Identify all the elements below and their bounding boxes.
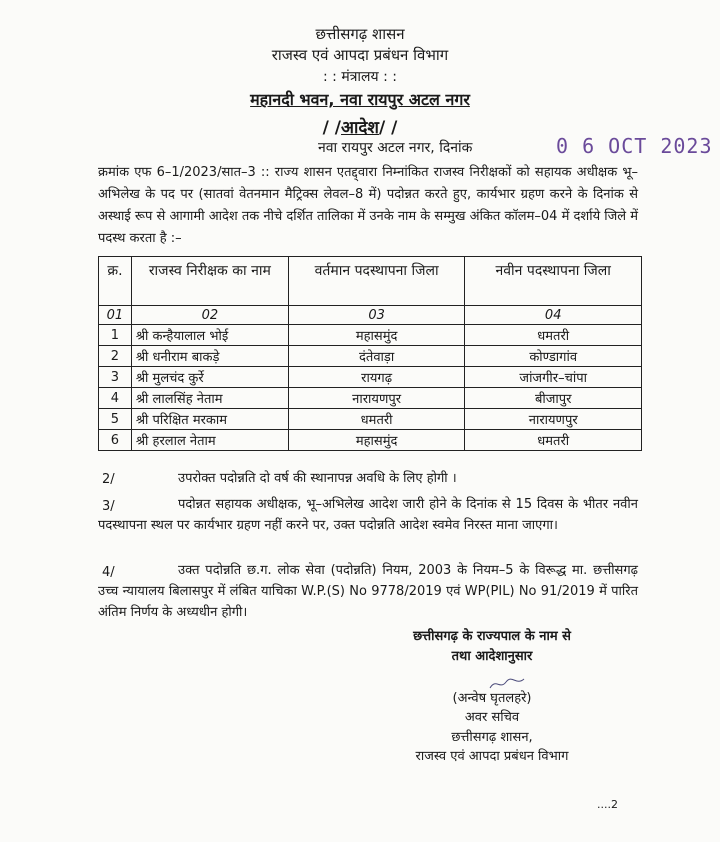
order-paragraph-1: क्रमांक एफ 6–1/2023/सात–3 :: राज्य शासन एतद्द्वारा निम्नांकित राजस्व निरीक्षकों को सहायक अधीक्षक भू–अभिलेख के पद पर (सातवां वेतनमान मैट्रिक्स लेवल–8 में) पदोन्नत करते हुए, कार्यभार ग्रहण करने के दिनांक से अस्थाई रूप से आगामी आदेश तक नीचे दर्शित तालिका में उनके नाम के सम्मुख अंकित कॉलम–04 में दर्शाये जिले में पदस्थ करता है :– bbox=[98, 165, 639, 246]
signatory-department: राजस्व एवं आपदा प्रबंधन विभाग bbox=[415, 749, 569, 764]
col-num: 04 bbox=[465, 306, 642, 325]
header-sn: क्र. bbox=[99, 257, 132, 306]
col-num: 02 bbox=[131, 306, 288, 325]
row-sn: 5 bbox=[99, 409, 132, 430]
department-name: राजस्व एवं आपदा प्रबंधन विभाग bbox=[271, 46, 449, 64]
row-name: श्री कन्हैयालाल भोई bbox=[131, 325, 288, 346]
column-number-row bbox=[99, 306, 642, 325]
row-new-district: धमतरी bbox=[465, 325, 642, 346]
row-name: श्री धनीराम बाकड़े bbox=[131, 346, 288, 367]
table-row bbox=[99, 430, 642, 451]
row-current-district: नारायणपुर bbox=[288, 388, 465, 409]
office-address bbox=[0, 88, 720, 110]
date-stamp: 0 6 OCT 2023 bbox=[556, 134, 713, 158]
table-row bbox=[99, 367, 642, 388]
office-address-text: महानदी भवन, नवा रायपुर अटल नगर bbox=[250, 90, 470, 109]
row-sn: 6 bbox=[99, 430, 132, 451]
table-header-row bbox=[99, 257, 642, 306]
row-current-district: महासमुंद bbox=[288, 325, 465, 346]
point-number: 3/ bbox=[102, 499, 115, 514]
row-name: श्री परिक्षित मरकाम bbox=[131, 409, 288, 430]
signatory-office: छत्तीसगढ़ शासन, bbox=[451, 730, 533, 745]
order-title-suffix: / / bbox=[378, 118, 398, 138]
header-name: राजस्व निरीक्षक का नाम bbox=[131, 257, 288, 306]
row-new-district: नारायणपुर bbox=[465, 409, 642, 430]
signatory-name: (अन्वेष घृतलहरे) bbox=[452, 691, 532, 706]
table-row bbox=[99, 388, 642, 409]
order-title-prefix: / / bbox=[322, 118, 342, 138]
point-number: 2/ bbox=[102, 472, 115, 487]
row-new-district: कोण्डागांव bbox=[465, 346, 642, 367]
point-text: उपरोक्त पदोन्नति दो वर्ष की स्थानापन्न अवधि के लिए होगी । bbox=[178, 471, 457, 486]
row-name: श्री मुलचंद कुर्रे bbox=[131, 367, 288, 388]
row-current-district: महासमुंद bbox=[288, 430, 465, 451]
point-text: पदोन्नत सहायक अधीक्षक, भू–अभिलेख आदेश जारी होने के दिनांक से 15 दिवस के भीतर नवीन पदस्थापना स्थल पर कार्यभार ग्रहण नहीं करने पर, उक्त पदोन्नति आदेश स्वमेव निरस्त माना जाएगा। bbox=[98, 497, 638, 533]
signature-authority-line: छत्तीसगढ़ के राज्यपाल के नाम से bbox=[413, 629, 571, 644]
row-name: श्री हरलाल नेताम bbox=[131, 430, 288, 451]
header-new-district: नवीन पदस्थापना जिला bbox=[465, 257, 642, 306]
table-row bbox=[99, 409, 642, 430]
row-sn: 4 bbox=[99, 388, 132, 409]
col-num: 03 bbox=[288, 306, 465, 325]
posting-table bbox=[98, 256, 642, 451]
row-current-district: धमतरी bbox=[288, 409, 465, 430]
dateline: नवा रायपुर अटल नगर, दिनांक bbox=[318, 140, 473, 156]
signature-authority-line-2: तथा आदेशानुसार bbox=[451, 649, 533, 664]
row-new-district: जांजगीर–चांपा bbox=[465, 367, 642, 388]
row-sn: 2 bbox=[99, 346, 132, 367]
row-new-district: धमतरी bbox=[465, 430, 642, 451]
header-current-district: वर्तमान पदस्थापना जिला bbox=[288, 257, 465, 306]
row-sn: 3 bbox=[99, 367, 132, 388]
order-title-text: आदेश bbox=[341, 118, 379, 138]
row-new-district: बीजापुर bbox=[465, 388, 642, 409]
table-row bbox=[99, 325, 642, 346]
row-sn: 1 bbox=[99, 325, 132, 346]
row-current-district: दंतेवाड़ा bbox=[288, 346, 465, 367]
page-number: ....2 bbox=[597, 798, 618, 811]
col-num: 01 bbox=[99, 306, 132, 325]
point-number: 4/ bbox=[102, 565, 115, 580]
point-text: उक्त पदोन्नति छ.ग. लोक सेवा (पदोन्नति) नियम, 2003 के नियम–5 के विरूद्ध मा. छत्तीसगढ़ उच्च न्यायालय बिलासपुर में लंबित याचिका W.P.(S) No 9778/2019 एवं WP(PIL) No 91/2019 में पारित अंतिम निर्णय के अध्यधीन होगी। bbox=[98, 563, 638, 620]
row-name: श्री लालसिंह नेताम bbox=[131, 388, 288, 409]
ministry-label: : : मंत्रालय : : bbox=[322, 69, 397, 85]
row-current-district: रायगढ़ bbox=[288, 367, 465, 388]
signatory-designation: अवर सचिव bbox=[464, 710, 520, 725]
table-row bbox=[99, 346, 642, 367]
govt-name: छत्तीसगढ़ शासन bbox=[315, 25, 405, 43]
